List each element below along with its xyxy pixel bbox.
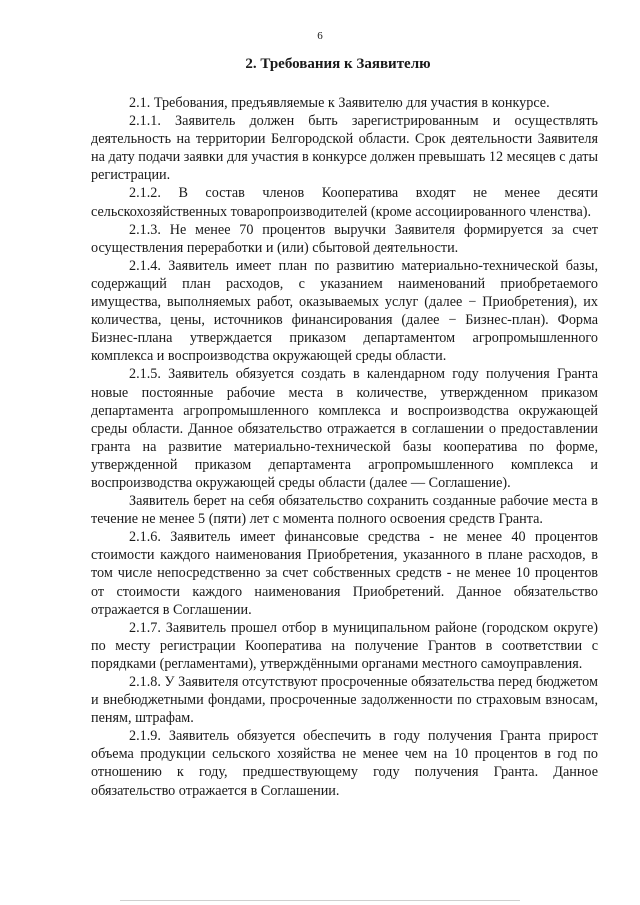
paragraph-2-1-9: 2.1.9. Заявитель обязуется обеспечить в году получения Гранта прирост объема продукции сельского хозяйства не менее чем на 10 процентов в год по отношению к году, предшествующему году получения Гранта. Данное обязательство отражается в Соглашении. <box>91 728 598 799</box>
paragraph-2-1-5-continued: Заявитель берет на себя обязательство сохранить созданные рабочие места в течение не менее 5 (пяти) лет с момента полного освоения средств Гранта. <box>91 493 598 528</box>
paragraph-2-1: 2.1. Требования, предъявляемые к Заявителю для участия в конкурсе. <box>129 95 550 111</box>
paragraph-2-1-8: 2.1.8. У Заявителя отсутствуют просроченные обязательства перед бюджетом и внебюджетными фондами, просроченные задолженности по страховым взносам, пеням, штрафам. <box>91 674 598 727</box>
paragraph-2-1-6: 2.1.6. Заявитель имеет финансовые средства - не менее 40 процентов стоимости каждого наименования Приобретения, указанного в плане расходов, в том числе непосредственно за счет собственных средств - не менее 10 процентов от стоимости каждого наименования Приобретений. Данное обязательство отражается в Соглашении. <box>91 529 598 618</box>
document-body <box>91 94 598 800</box>
paragraph-2-1-4: 2.1.4. Заявитель имеет план по развитию материально-технической базы, содержащий план расходов, с указанием наименований приобретаемого имущества, выполняемых работ, оказываемых услуг (далее − Приобретения), их количества, цены, источников финансирования (далее − Бизнес-план). Форма Бизнес-плана утверждается приказом департаментом агропромышленного комплекса и воспроизводства окружающей среды области. <box>91 257 598 365</box>
paragraph-2-1-3: 2.1.3. Не менее 70 процентов выручки Заявителя формируется за счет осуществления переработки и (или) сбытовой деятельности. <box>91 221 598 256</box>
paragraph-2-1-7: 2.1.7. Заявитель прошел отбор в муниципальном районе (городском округе) по месту регистрации Кооператива на получение Грантов в соответствии с порядками (регламентами), утверждёнными органами местного самоуправления. <box>91 619 598 672</box>
section-heading: 2. Требования к Заявителю <box>245 56 431 72</box>
paragraph-2-1-5: 2.1.5. Заявитель обязуется создать в календарном году получения Гранта новые постоянные рабочие места в количестве, утвержденном приказом департамента агропромышленного комплекса и воспроизводства окружающей среды области. Данное обязательство отражается в соглашении о предоставлении гранта на развитие материально-технической базы кооператива по форме, утвержденной приказом департамента агропромышленного комплекса и воспроизводства окружающей среды области (далее — Соглашение). <box>91 366 598 491</box>
scan-edge-line <box>120 900 520 901</box>
paragraph-2-1-1: 2.1.1. Заявитель должен быть зарегистрированным и осуществлять деятельность на территории Белгородской области. Срок деятельности Заявителя на дату подачи заявки для участия в конкурсе должен превышать 12 месяцев с даты регистрации. <box>91 113 598 184</box>
paragraph-2-1-2: 2.1.2. В состав членов Кооператива входят не менее десяти сельскохозяйственных товаропроизводителей (кроме ассоциированного членства). <box>91 185 598 220</box>
page-number: 6 <box>317 30 323 42</box>
